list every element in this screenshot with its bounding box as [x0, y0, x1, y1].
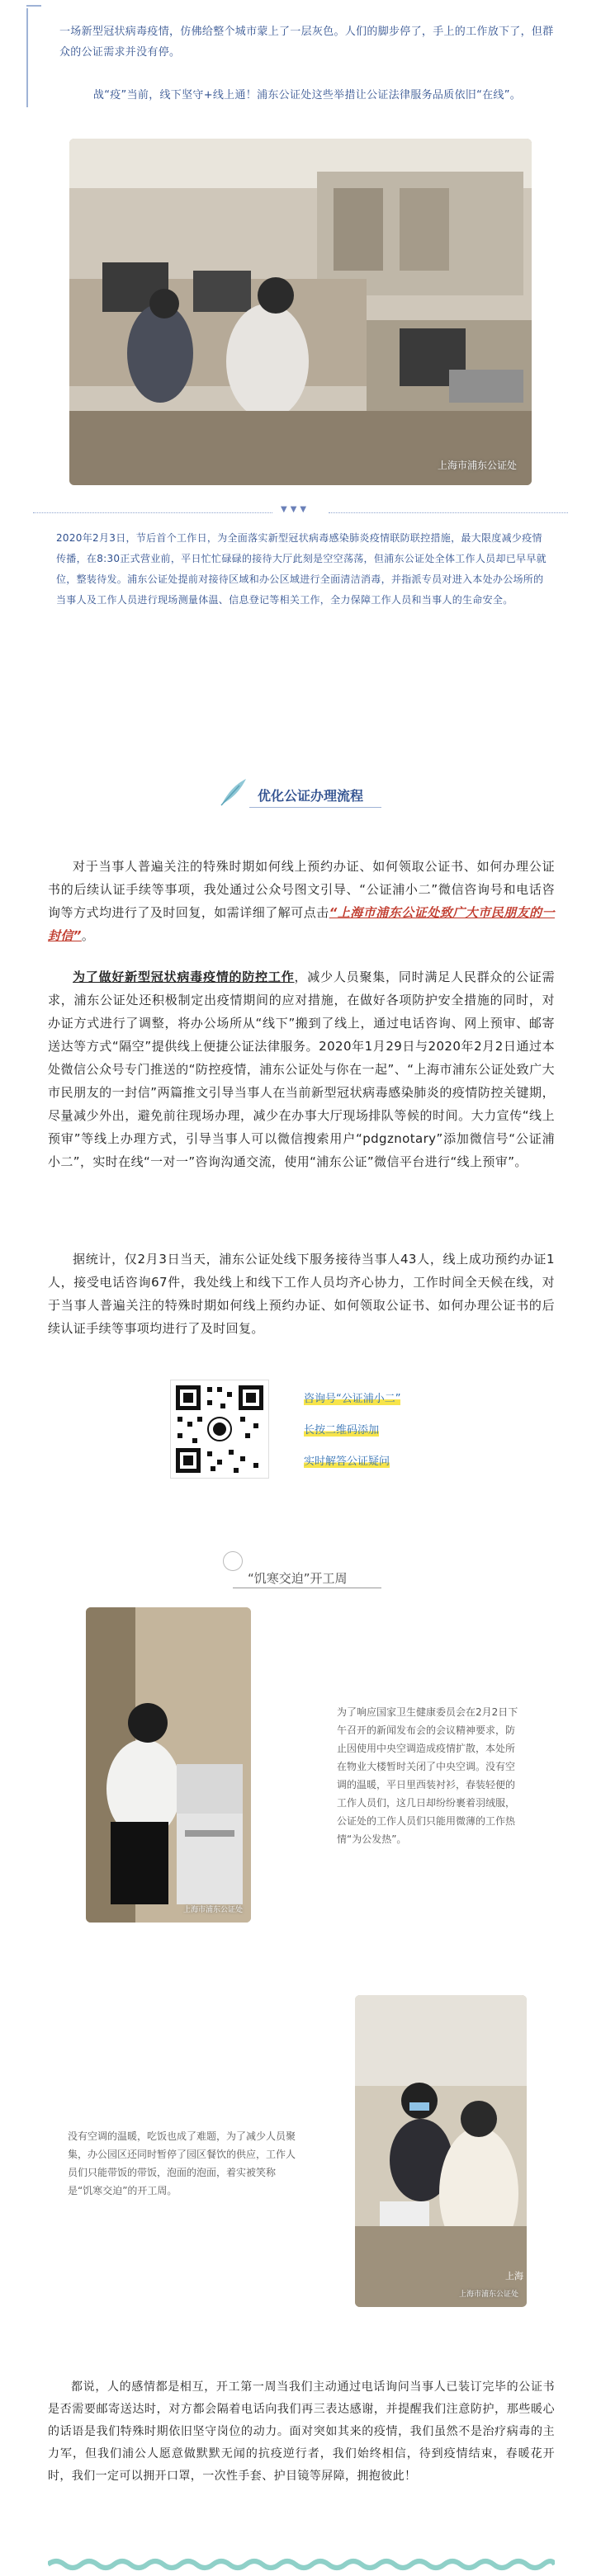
title-underline — [249, 807, 381, 808]
section-1-paragraph-2 — [48, 965, 555, 1173]
qr-item-text: 实时解答公证疑问 — [304, 1455, 390, 1468]
copier-illustration — [86, 1607, 251, 1923]
intro-paragraph-1: 一场新型冠状病毒疫情，仿佛给整个城市蒙上了一层灰色。人们的脚步停了，手上的工作放下了，但群众的公证需求并没有停。 — [59, 26, 554, 59]
qr-item-text: 长按二维码添加 — [304, 1424, 380, 1437]
intro-paragraph-2: 战“疫”当前，线下坚守+线上通！浦东公证处这些举措让公证法律服务品质依旧“在线”。 — [92, 89, 522, 101]
section-1-paragraph-3: 据统计，仅2月3日当天，浦东公证处线下服务接待当事人43人，线上成功预约办证1人，接受电话咨询67件，我处线上和线下工作人员均齐心协力，工作时间全天候在线，对于当事人普遍关注的特殊时期如何线上预约办证、如何领取公证书、如何办理公证书的后续认证手续等事项均进行了及时回复。 — [48, 1252, 555, 1336]
office-hall-photo — [69, 139, 532, 485]
desk-illustration — [355, 1995, 527, 2307]
bottom-wave-decoration — [48, 2558, 555, 2571]
paragraph-text: 对于当事人普遍关注的特殊时期如何线上预约办证、如何领取公证书、如何办理公证书的后续认证手续等事项，我处通过公众号图文引导、“公证浦小二”微信咨询号和电话咨询等方式均进行了及时回复，如需详细了解可点击 — [48, 859, 555, 920]
section-2-caption-2: 没有空调的温暖，吃饭也成了难题，为了减少人员聚集，办公园区还同时暂停了园区餐饮的供应，工作人员们只能带饭的带饭，泡面的泡面，着实被笑称是“饥寒交迫”的开工周。 — [68, 2130, 296, 2196]
qr-item-3 — [304, 1452, 390, 1468]
paragraph-end: 。 — [81, 928, 95, 943]
office-hall-illustration — [69, 139, 532, 485]
divider-line-left — [33, 512, 272, 513]
section-1-title-banner — [216, 774, 381, 814]
section-2-title-banner — [223, 1551, 388, 1592]
desk-photo — [355, 1995, 527, 2307]
paragraph-text: ，减少人员聚集，同时满足人民群众的公证需求，浦东公证处还积极制定出疫情期间的应对措施，在做好各项防护安全措施的同时，对办证方式进行了调整，将办公场所从“线下”搬到了线上，通过电话咨询、网上预审、邮寄送达等方式“隔空”提供线上便捷公证法律服务。2020年1月29日与2020年2月2日通过本处微信公众号专门推送的“防控疫情，浦东公证处与你在一起”、“上海市浦东公证处致广大市民朋友的一封信”两篇推文引导当事人在当前新型冠状病毒感染肺炎的疫情防控关键期，尽量减少外出，避免前往现场办理，减少在办事大厅现场排队等候的时间。大力宣传“线上预审”等线上办理方式，引导当事人可以微信搜索用户“pdgznotary”添加微信号“公证浦小二”，实时在线“一对一”咨询沟通交流，使用“浦东公证”微信平台进行“线上预审”。 — [48, 970, 555, 1169]
divider-line-right — [329, 512, 568, 513]
feather-icon — [216, 776, 249, 809]
news-paragraph: 2020年2月3日，节后首个工作日，为全面落实新型冠状病毒感染肺炎疫情联防联控措施，最大限度减少疫情传播，在8:30正式营业前，平日忙忙碌碌的接待大厅此刻是空空荡荡，但浦东公证处全体工作人员却已早早就位，整装待发。浦东公证处提前对接待区域和办公区域进行全面清洁消毒，并指派专员对进入本处办公场所的当事人及工作人员进行现场测量体温、信息登记等相关工作，全力保障工作人员和当事人的生命安全。 — [56, 532, 547, 606]
qr-item-2 — [304, 1421, 379, 1437]
open-letter-link[interactable]: “上海市浦东公证处致广大市民朋友的一封信” — [48, 905, 555, 943]
closing-paragraph: 都说，人的感情都是相互，开工第一周当我们主动通过电话询问当事人已装订完毕的公证书是否需要邮寄送达时，对方都会隔着电话向我们再三表达感谢，并提醒我们注意防护，那些暖心的话语是我们特殊时期依旧坚守岗位的动力。面对突如其来的疫情，我们虽然不是治疗病毒的主力军，但我们浦公人愿意做默默无闻的抗疫逆行者，我们始终相信，待到疫情结束，春暖花开时，我们一定可以拥开口罩，一次性手套、护目镜等屏障，拥抱彼此！ — [48, 2380, 555, 2483]
section-2-caption-1: 为了响应国家卫生健康委员会在2月2日下午召开的新闻发布会的会议精神要求，防止因使用中央空调造成疫情扩散，本处所在物业大楼暂时关闭了中央空调。没有空调的温暖，平日里西装衬衫，春装轻便的工作人员们，这几日却纷纷裹着羽绒服，公证处的工作人员们只能用微薄的工作热情“为公发热”。 — [337, 1706, 518, 1845]
divider-dots: ▼▼▼ — [281, 505, 310, 514]
title-circle-icon — [223, 1551, 243, 1571]
photo-watermark: 上海市浦东公证处 — [437, 460, 517, 471]
photo-watermark: 上海市浦东公证处 — [182, 1906, 243, 1914]
qr-item-1 — [304, 1389, 400, 1405]
section-2-title: “饥寒交迫”开工周 — [248, 1571, 348, 1586]
photo-watermark: 上海市浦东公证处 — [458, 2291, 518, 2299]
copier-photo — [86, 1607, 251, 1923]
section-1-paragraph-1 — [48, 855, 555, 947]
qr-item-text: 咨询号“公证浦小二” — [304, 1393, 401, 1405]
paragraph-lead: 为了做好新型冠状病毒疫情的防控工作 — [73, 970, 295, 984]
wechat-qr-code[interactable] — [170, 1380, 269, 1479]
section-1-title: 优化公证办理流程 — [258, 788, 364, 804]
photo-corner-text: 上海 — [505, 2271, 523, 2281]
qr-code-icon — [171, 1380, 268, 1478]
